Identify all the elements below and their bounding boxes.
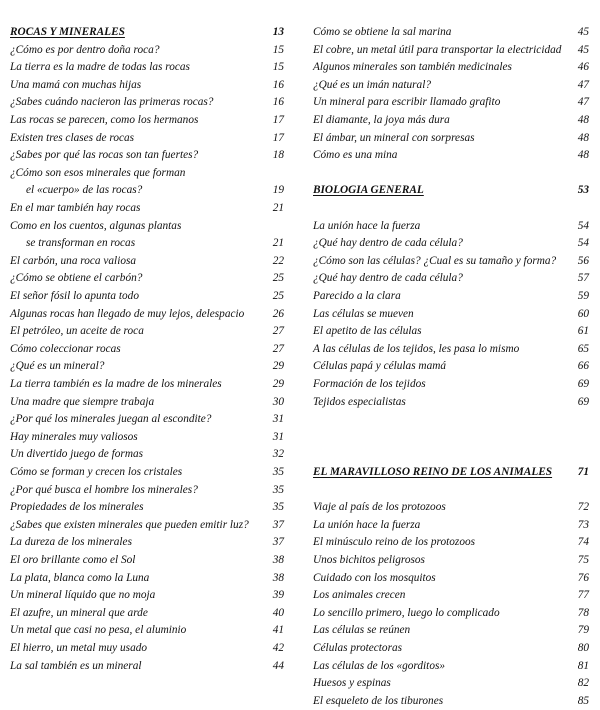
toc-entry [313,253,589,270]
toc-entry-title: Formación de los tejidos [313,378,426,390]
toc-entry-title: ¿Cómo son esos minerales que forman [10,166,186,179]
toc-spacer [313,429,589,446]
toc-entry-title: La unión hace la fuerza [313,518,421,531]
toc-entry-page: 21 [272,202,284,214]
toc-entry-title: Los animales crecen [313,589,406,602]
toc-entry-page: 42 [272,642,284,654]
toc-entry [10,323,284,340]
toc-entry-title: La tierra es la madre de todas las rocas [10,61,190,74]
toc-entry-page: 45 [577,26,589,38]
toc-entry [313,77,589,94]
toc-section-heading [313,464,589,481]
toc-entry-title: La sal también es un mineral [10,659,142,672]
toc-entry-title: Parecido a la clara [313,290,401,302]
toc-entry-page: 54 [577,237,589,250]
toc-entry-page: 54 [577,219,589,232]
toc-entry-page: 32 [272,448,284,461]
toc-entry-page: 72 [577,501,589,514]
toc-entry-page: 45 [577,43,589,56]
toc-entry [313,517,589,534]
toc-entry-page: 71 [577,466,589,478]
toc-entry-page: 74 [577,536,589,549]
toc-entry-page: 59 [577,290,589,302]
toc-spacer [313,165,589,182]
toc-entry-title: El esqueleto de los tiburones [313,694,444,707]
toc-entry [313,235,589,252]
toc-entry-title: Un metal que casi no pesa, el aluminio [10,624,187,637]
toc-entry-title: Lo sencillo primero, luego lo complicado [313,606,500,619]
toc-entry [10,130,284,147]
toc-entry-title: Huesos y espinas [313,677,391,690]
toc-entry-title: Algunos minerales son también medicinales [313,61,512,74]
toc-entry-page: 27 [272,325,284,338]
toc-entry [313,570,589,587]
toc-entry-page: 31 [272,413,284,426]
toc-entry [313,552,589,569]
toc-entry-page: 29 [272,360,284,373]
toc-entry-title: Cómo se forman y crecen los cristales [10,466,183,478]
toc-entry-title: Viaje al país de los protozoos [313,501,446,514]
toc-entry [313,640,589,657]
toc-entry-title: Cómo coleccionar rocas [10,342,121,355]
toc-entry-title: EL MARAVILLOSO REINO DE LOS ANIMALES [313,466,553,478]
toc-entry-page: 48 [577,114,589,126]
toc-entry [313,534,589,551]
toc-entry [10,270,284,287]
toc-entry-title: A las células de los tejidos, les pasa lo mismo [313,342,520,355]
toc-entry [10,182,284,199]
toc-entry-title: ¿Cómo se obtiene el carbón? [10,272,143,285]
toc-entry [10,446,284,463]
toc-entry-page: 85 [577,694,589,707]
toc-entry [313,24,589,41]
toc-entry-page: 17 [272,131,284,144]
toc-entry [313,42,589,59]
toc-spacer [313,200,589,217]
toc-entry [10,341,284,358]
toc-entry [10,165,284,182]
toc-entry-page: 65 [577,342,589,355]
toc-entry [313,270,589,287]
toc-entry-page: 25 [272,272,284,285]
toc-entry-title: Tejidos especialistas [313,395,406,408]
toc-entry-title: ¿Qué hay dentro de cada célula? [313,237,463,250]
toc-entry-title: El diamante, la joya más dura [313,114,450,126]
toc-entry-title: Algunas rocas han llegado de muy lejos, delespacio [10,307,245,320]
toc-entry-title: Las células se mueven [313,307,414,320]
toc-entry-title: La dureza de los minerales [10,536,132,549]
toc-entry-title: Las rocas se parecen, como los hermanos [10,114,199,126]
toc-entry [10,306,284,323]
toc-entry-title: ¿Qué es un imán natural? [313,78,431,91]
toc-entry [10,235,284,252]
toc-entry-title: La unión hace la fuerza [313,219,421,232]
toc-entry-title: El apetito de las células [313,325,422,338]
toc-entry-title: se transforman en rocas [26,237,136,250]
toc-entry-title: ¿Sabes que existen minerales que pueden emitir luz? [10,518,249,531]
toc-entry-title: BIOLOGIA GENERAL [313,184,424,197]
toc-entry [10,94,284,111]
toc-entry-page: 48 [577,131,589,144]
toc-entry [313,358,589,375]
toc-entry-page: 46 [577,61,589,74]
toc-entry [313,94,589,111]
toc-spacer [313,482,589,499]
toc-entry-page: 29 [272,378,284,390]
toc-entry-title: Células protectoras [313,642,403,654]
toc-entry [10,394,284,411]
toc-entry [10,288,284,305]
toc-entry [10,42,284,59]
toc-entry [313,288,589,305]
toc-entry [313,341,589,358]
toc-entry-page: 21 [272,237,284,250]
toc-entry-title: Cómo se obtiene la sal marina [313,26,452,38]
toc-entry-page: 38 [272,554,284,566]
toc-entry-title: ¿Cómo es por dentro doña roca? [10,43,160,56]
toc-entry-title: Hay minerales muy valiosos [10,430,138,443]
toc-entry [10,622,284,639]
toc-entry-page: 73 [577,518,589,531]
toc-entry-page: 40 [272,606,284,619]
toc-entry-page: 56 [577,254,589,267]
toc-entry [313,147,589,164]
toc-entry-page: 19 [272,184,284,197]
toc-entry [10,658,284,675]
toc-entry [10,570,284,587]
toc-entry [313,59,589,76]
toc-entry-title: Cómo es una mina [313,149,398,162]
toc-entry-title: ROCAS Y MINERALES [10,26,125,38]
toc-entry-title: El hierro, un metal muy usado [10,642,148,654]
toc-entry [10,499,284,516]
toc-entry [313,323,589,340]
toc-entry-page: 81 [577,659,589,672]
toc-entry [313,605,589,622]
toc-entry-page: 77 [577,589,589,602]
toc-entry-page: 16 [272,96,284,109]
toc-entry [10,376,284,393]
toc-entry [10,587,284,604]
toc-entry-page: 13 [272,26,284,38]
toc-entry-title: Un mineral líquido que no moja [10,589,156,602]
toc-entry-page: 48 [577,149,589,162]
toc-entry [10,534,284,551]
toc-entry-page: 41 [272,624,284,637]
toc-entry-page: 79 [577,624,589,637]
toc-entry-page: 35 [272,501,284,514]
toc-entry-title: Las células se reúnen [313,624,411,637]
toc-entry-page: 75 [577,554,589,566]
toc-entry-page: 78 [577,606,589,619]
toc-entry-page: 53 [577,184,589,197]
toc-entry [10,147,284,164]
toc-entry [10,552,284,569]
toc-entry-page: 60 [577,307,589,320]
toc-entry [313,693,589,710]
toc-entry-page: 57 [577,272,589,285]
toc-entry [10,358,284,375]
toc-entry-title: Un divertido juego de formas [10,448,144,461]
toc-entry [313,587,589,604]
toc-entry-title: Propiedades de los minerales [10,501,144,514]
toc-entry-title: La plata, blanca como la Luna [10,571,150,584]
toc-entry [10,464,284,481]
toc-entry [313,394,589,411]
toc-entry [10,112,284,129]
toc-entry-page: 38 [272,571,284,584]
toc-entry [313,675,589,692]
toc-entry-page: 80 [577,642,589,654]
toc-spacer [313,446,589,463]
toc-entry-title: El carbón, una roca valiosa [10,254,137,267]
toc-entry-title: El ámbar, un mineral con sorpresas [313,131,475,144]
toc-entry-title: Existen tres clases de rocas [10,131,135,144]
toc-entry-title: El oro brillante como el Sol [10,554,136,566]
toc-entry [313,658,589,675]
toc-entry-title: ¿Por qué los minerales juegan al escondite? [10,413,212,426]
toc-entry-title: ¿Qué hay dentro de cada célula? [313,272,463,285]
toc-entry-title: El azufre, un mineral que arde [10,606,148,619]
toc-entry-title: Un mineral para escribir llamado grafito [313,96,501,109]
toc-entry-page: 17 [272,114,284,126]
toc-entry-title: El petróleo, un aceite de roca [10,325,144,338]
toc-entry-title: Células papá y células mamá [313,360,447,373]
toc-entry-page: 16 [272,78,284,91]
toc-entry [10,77,284,94]
toc-entry [313,499,589,516]
toc-entry [313,130,589,147]
toc-entry-title: Cuidado con los mosquitos [313,571,436,584]
toc-entry-page: 22 [272,254,284,267]
toc-entry-page: 18 [272,149,284,162]
toc-entry-title: Una mamá con muchas hijas [10,78,142,91]
toc-entry-title: ¿Cómo son las células? ¿Cual es su tamaño y forma? [313,254,557,267]
toc-entry [10,482,284,499]
toc-entry-page: 66 [577,360,589,373]
toc-entry-title: el «cuerpo» de las rocas? [26,184,143,197]
toc-entry-page: 69 [577,395,589,408]
toc-spacer [313,411,589,428]
toc-entry [10,200,284,217]
toc-entry-page: 35 [272,466,284,478]
toc-entry-page: 69 [577,378,589,390]
toc-entry-title: Como en los cuentos, algunas plantas [10,219,182,232]
toc-entry-title: Las células de los «gorditos» [313,659,446,672]
toc-entry-page: 61 [577,325,589,338]
toc-entry [313,218,589,235]
toc-entry-page: 15 [272,61,284,74]
toc-entry [10,605,284,622]
toc-entry-title: La tierra también es la madre de los minerales [10,378,222,390]
toc-entry-page: 37 [272,536,284,549]
toc-entry-page: 31 [272,430,284,443]
toc-entry-title: ¿Sabes por qué las rocas son tan fuertes? [10,149,199,162]
toc-entry-page: 47 [577,78,589,91]
toc-entry-page: 15 [272,43,284,56]
toc-entry [10,640,284,657]
toc-entry-page: 44 [272,659,284,672]
toc-entry-page: 27 [272,342,284,355]
toc-entry-page: 39 [272,589,284,602]
toc-entry [313,112,589,129]
toc-entry [10,411,284,428]
toc-entry [313,306,589,323]
toc-entry-title: Una madre que siempre trabaja [10,395,155,408]
toc-entry-page: 35 [272,483,284,496]
toc-entry-title: ¿Qué es un mineral? [10,360,105,373]
toc-section-heading [313,182,589,199]
toc-entry-title: ¿Sabes cuándo nacieron las primeras rocas? [10,96,214,109]
toc-entry-page: 25 [272,290,284,302]
toc-entry-title: El cobre, un metal útil para transportar la electricidad [313,43,562,56]
toc-entry [313,376,589,393]
toc-entry [10,218,284,235]
toc-entry [313,622,589,639]
toc-entry [10,253,284,270]
toc-entry-page: 76 [577,571,589,584]
toc-entry-title: En el mar también hay rocas [10,202,141,214]
toc-entry-title: El minúsculo reino de los protozoos [313,536,476,549]
toc-entry [10,59,284,76]
toc-entry-page: 26 [272,307,284,320]
toc-entry-title: Unos bichitos peligrosos [313,554,425,566]
toc-entry [10,517,284,534]
toc-entry-page: 82 [577,677,589,690]
toc-section-heading [10,24,284,41]
toc-entry-page: 37 [272,518,284,531]
toc-entry-title: ¿Por qué busca el hombre los minerales? [10,483,198,496]
toc-entry-title: El señor fósil lo apunta todo [10,290,139,302]
toc-entry-page: 30 [272,395,284,408]
toc-entry [10,429,284,446]
toc-entry-page: 47 [577,96,589,109]
